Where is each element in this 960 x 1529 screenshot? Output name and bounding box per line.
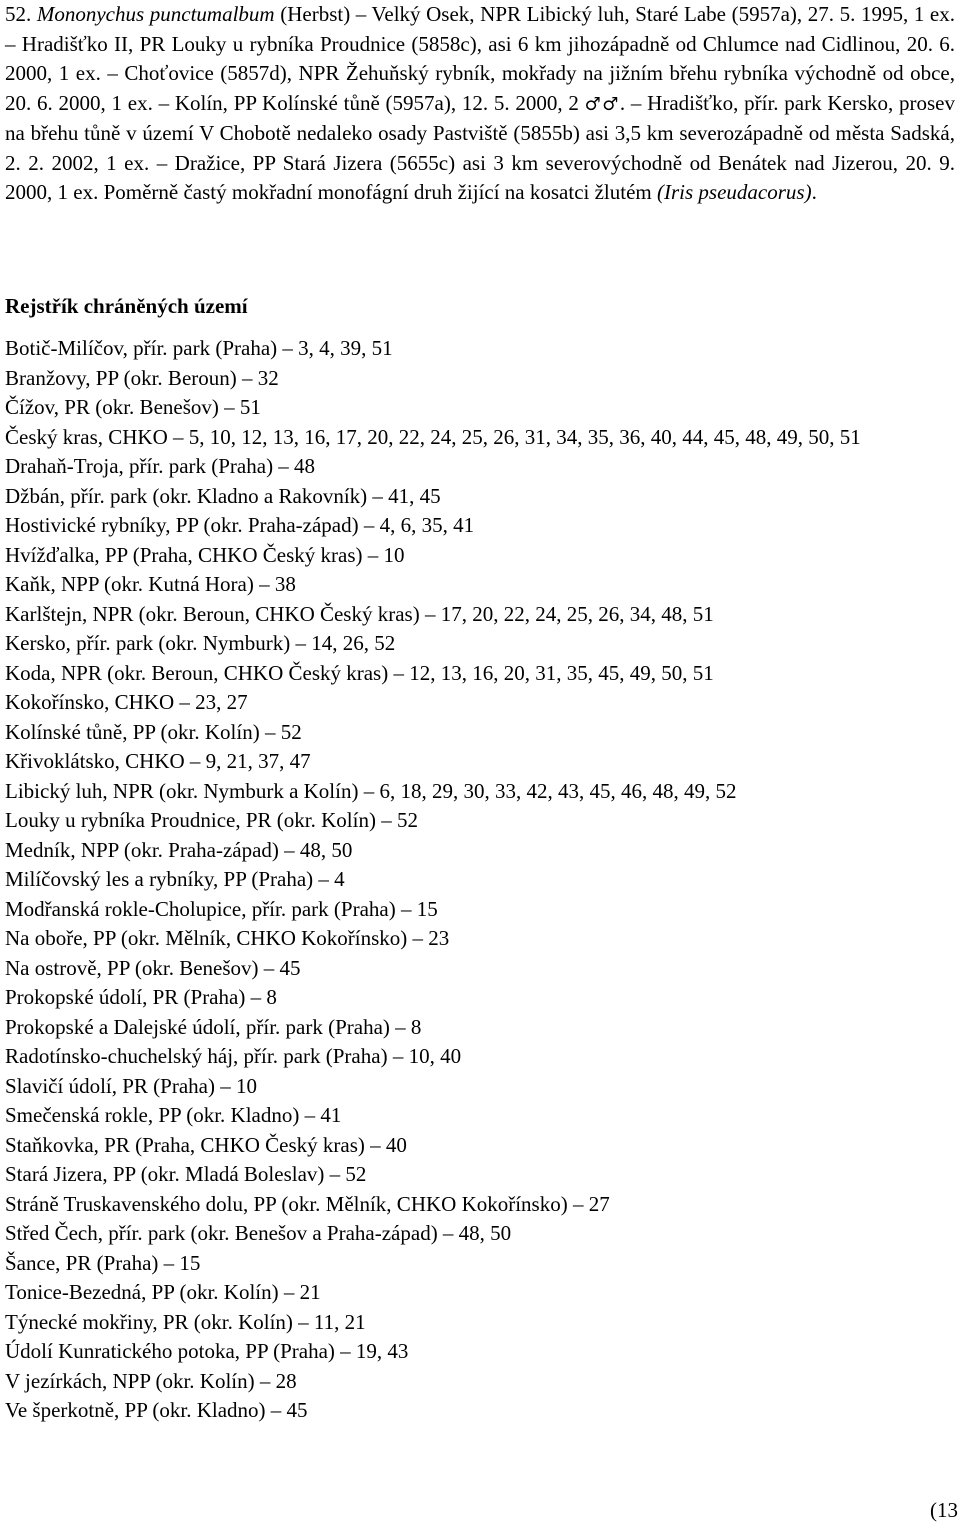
male-symbols-icon: ♂♂: [584, 93, 620, 115]
index-entry: Týnecké mokřiny, PR (okr. Kolín) – 11, 21: [5, 1309, 366, 1334]
record-end: .: [811, 180, 817, 204]
index-entry: Stráně Truskavenského dolu, PP (okr. Mělník, CHKO Kokořínsko) – 27: [5, 1191, 610, 1216]
index-entry: Radotínsko-chuchelský háj, přír. park (Praha) – 10, 40: [5, 1044, 462, 1068]
species-name: Mononychus punctumalbum: [36, 2, 275, 26]
index-entry: Libický luh, NPR (okr. Nymburk a Kolín) – 6, 18, 29, 30, 33, 42, 43, 45, 46, 48, 49, 52: [5, 778, 737, 803]
index-entry: Šance, PR (Praha) – 15: [5, 1250, 201, 1275]
index-entry: Kolínské tůně, PP (okr. Kolín) – 52: [5, 719, 302, 744]
plant-name: (Iris pseudacorus): [657, 180, 812, 204]
index-entry: Branžovy, PP (okr. Beroun) – 32: [5, 365, 279, 390]
index-entry: Kokořínsko, CHKO – 23, 27: [5, 690, 248, 714]
index-entry: Smečenská rokle, PP (okr. Kladno) – 41: [5, 1103, 342, 1127]
index-entry: Džbán, přír. park (okr. Kladno a Rakovník) – 41, 45: [5, 483, 441, 508]
index-entry: Na oboře, PP (okr. Mělník, CHKO Kokořínsko) – 23: [5, 926, 450, 950]
index-entry: Koda, NPR (okr. Beroun, CHKO Český kras) – 12, 13, 16, 20, 31, 35, 45, 49, 50, 51: [5, 660, 714, 685]
index-entry: Botič-Milíčov, přír. park (Praha) – 3, 4, 39, 51: [5, 336, 393, 360]
index-heading: Rejstřík chráněných území: [5, 294, 248, 318]
index-entry: Prokopské a Dalejské údolí, přír. park (Praha) – 8: [5, 1014, 422, 1039]
index-entry: V jezírkách, NPP (okr. Kolín) – 28: [5, 1368, 297, 1393]
index-entry: Staňkovka, PR (Praha, CHKO Český kras) – 40: [5, 1132, 407, 1157]
index-entry: Medník, NPP (okr. Praha-západ) – 48, 50: [5, 837, 353, 862]
index-entry: Český kras, CHKO – 5, 10, 12, 13, 16, 17, 20, 22, 24, 25, 26, 31, 34, 35, 36, 40, 44, 45, 48, 49, 50, 51: [5, 424, 861, 449]
index-entry: Stará Jizera, PP (okr. Mladá Boleslav) – 52: [5, 1162, 367, 1186]
index-entry: Slavičí údolí, PR (Praha) – 10: [5, 1073, 257, 1098]
record-text-1: (Herbst) – Velký Osek, NPR Libický luh, Staré Labe (5957a), 27. 5. 1995, 1 ex. – Hradišťko II, PR Louky u rybníka Proudnice (5858c), asi 6 km jihozápadně od Chlumce nad Cidlinou, 20. 6. 2000, 1 ex. – Choťovice (5857d), NPR Žehuňský rybník, mokřady na jižním břehu rybníka východně od obce, 20. 6. 2000, 1 ex. – Kolín, PP Kolínské tůně (5957a), 12. 5. 2000, 2: [5, 2, 955, 115]
record-number: 52.: [5, 2, 37, 26]
index-entry: Údolí Kunratického potoka, PP (Praha) – 19, 43: [5, 1339, 409, 1363]
document-page: [5, 0, 956, 1422]
index-entry: Kersko, přír. park (okr. Nymburk) – 14, 26, 52: [5, 631, 396, 655]
index-entry: Na ostrově, PP (okr. Benešov) – 45: [5, 955, 301, 980]
index-entry: Čížov, PR (okr. Benešov) – 51: [5, 395, 261, 419]
index-entry: Prokopské údolí, PR (Praha) – 8: [5, 985, 277, 1009]
index-entry: Modřanská rokle-Cholupice, přír. park (Praha) – 15: [5, 896, 438, 921]
index-entry: Karlštejn, NPR (okr. Beroun, CHKO Český kras) – 17, 20, 22, 24, 25, 26, 34, 48, 51: [5, 601, 714, 626]
species-record-52: [5, 0, 955, 208]
index-entry: Tonice-Bezedná, PP (okr. Kolín) – 21: [5, 1280, 321, 1304]
index-entry: Střed Čech, přír. park (okr. Benešov a Praha-západ) – 48, 50: [5, 1221, 512, 1245]
record-text-2: . – Hradišťko, přír. park Kersko, prosev na břehu tůně v území V Chobotě nedaleko osady Pastviště (5855b) asi 3,5 km severozápadně od města Sadská, 2. 2. 2002, 1 ex. – Dražice, PP Stará Jizera (5655c) asi 3 km severovýchodně od Benátek nad Jizerou, 20. 9. 2000, 1 ex. Poměrně častý mokřadní monofágní druh žijící na kosatci žlutém: [5, 90, 956, 204]
index-entry: Drahaň-Troja, přír. park (Praha) – 48: [5, 454, 316, 478]
page-number: (13: [930, 1498, 958, 1522]
index-entry: Ve šperkotně, PP (okr. Kladno) – 45: [5, 1398, 308, 1422]
index-entry: Hostivické rybníky, PP (okr. Praha-západ) – 4, 6, 35, 41: [5, 513, 475, 537]
index-entry: Louky u rybníka Proudnice, PR (okr. Kolín) – 52: [5, 808, 418, 832]
index-entry: Hvížďalka, PP (Praha, CHKO Český kras) – 10: [5, 542, 405, 567]
protected-areas-index: [5, 334, 955, 1426]
index-entry: Milíčovský les a rybníky, PP (Praha) – 4: [5, 867, 345, 891]
index-entry: Křivoklátsko, CHKO – 9, 21, 37, 47: [5, 749, 311, 773]
index-entry: Kaňk, NPP (okr. Kutná Hora) – 38: [5, 572, 296, 596]
